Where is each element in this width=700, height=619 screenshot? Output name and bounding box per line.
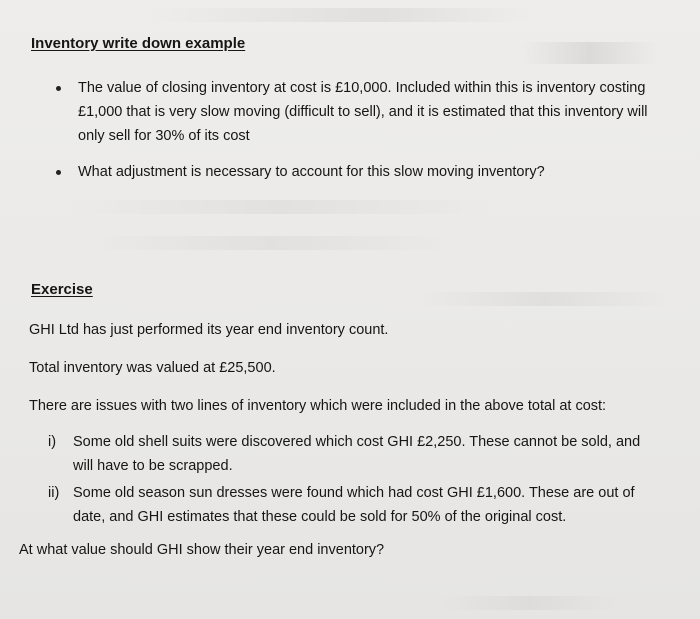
item-line: Some old season sun dresses were found which had cost GHI £1,600. These are out of — [73, 485, 635, 501]
item-marker: ii) — [48, 485, 60, 501]
bullet-item-closing-inventory — [56, 76, 686, 148]
item-marker: i) — [48, 434, 57, 450]
example-heading: Inventory write down example — [31, 35, 246, 52]
item-line: date, and GHI estimates that these could be sold for 50% of the original cost. — [73, 509, 567, 525]
exercise-issues: There are issues with two lines of inventory which were included in the above total at cost: — [29, 398, 607, 414]
item-line: Some old shell suits were discovered which cost GHI £2,250. These cannot be sold, and — [73, 434, 641, 450]
show-through-1 — [150, 8, 530, 22]
exercise-heading: Exercise — [31, 281, 93, 298]
bullet-dot-icon — [56, 170, 61, 175]
exercise-intro: GHI Ltd has just performed its year end inventory count. — [29, 322, 389, 338]
show-through-3 — [70, 200, 490, 214]
show-through-4 — [80, 236, 460, 250]
show-through-2 — [520, 42, 660, 64]
item-line: will have to be scrapped. — [73, 458, 233, 474]
bullet-line: What adjustment is necessary to account for this slow moving inventory? — [78, 164, 545, 180]
example-bullet-list — [56, 76, 686, 184]
exercise-item-shell-suits — [48, 430, 678, 478]
bullet-item-adjustment-question — [56, 160, 686, 184]
show-through-6 — [440, 596, 620, 610]
show-through-5 — [420, 292, 670, 306]
bullet-line: only sell for 30% of its cost — [78, 128, 250, 144]
bullet-line: £1,000 that is very slow moving (difficult to sell), and it is estimated that this inventory will — [78, 104, 648, 120]
exercise-total: Total inventory was valued at £25,500. — [29, 360, 276, 376]
exercise-item-list — [48, 430, 678, 529]
exercise-question: At what value should GHI show their year end inventory? — [19, 542, 385, 558]
bullet-line: The value of closing inventory at cost is £10,000. Included within this is inventory costing — [78, 80, 646, 96]
bullet-dot-icon — [56, 86, 61, 91]
exercise-item-sun-dresses — [48, 481, 678, 529]
